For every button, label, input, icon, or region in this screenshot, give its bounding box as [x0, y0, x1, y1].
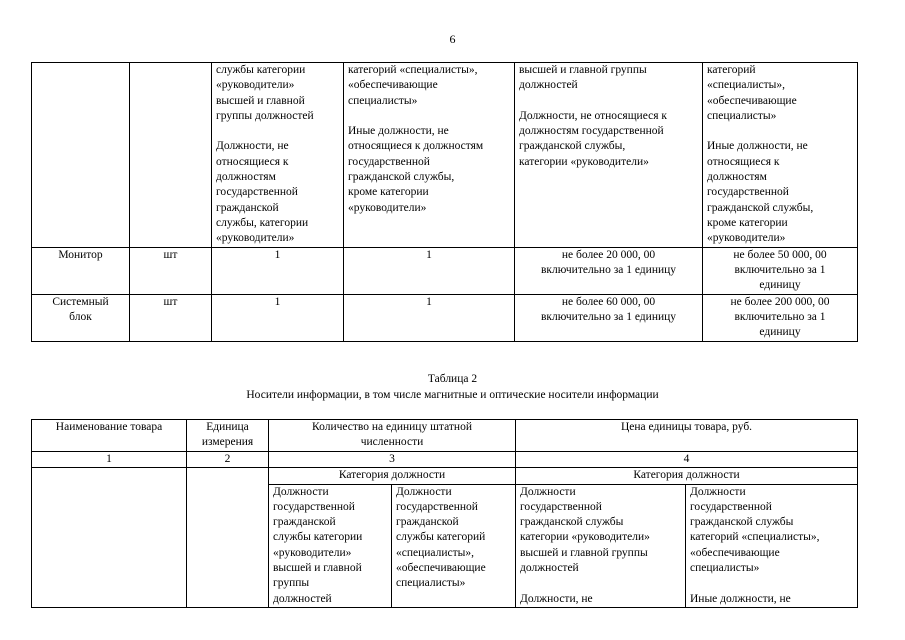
- column-number: 2: [187, 452, 269, 468]
- text-line: категории «руководители»: [519, 155, 649, 168]
- text-line: Единица: [206, 421, 249, 433]
- text-line: Иные должности, не: [348, 125, 449, 138]
- column-number: 1: [32, 452, 187, 468]
- text-line: не более 60 000, 00: [561, 295, 656, 308]
- text-line: не более 200 000, 00: [730, 295, 830, 308]
- text-line: Должности, не: [520, 592, 593, 605]
- empty-cell: [187, 468, 269, 608]
- table-1-header-cell: [344, 63, 515, 248]
- text-line: Должности: [273, 485, 329, 498]
- text-line: относящиеся к: [216, 155, 289, 168]
- table-1-header-unit: [130, 63, 212, 248]
- text-line: государственной: [273, 500, 355, 513]
- row-qty: 1: [344, 247, 515, 294]
- text-line: государственной: [216, 186, 298, 199]
- text-line: Должности: [690, 485, 746, 498]
- text-line: относящиеся к: [707, 155, 780, 168]
- text-line: Должности: [396, 485, 452, 498]
- table-2-title: Носители информации, в том числе магнитные и оптические носители информации: [246, 389, 659, 401]
- table-1: [31, 62, 858, 342]
- text-line: гражданской службы,: [707, 201, 814, 214]
- text-line: «руководители»: [216, 79, 295, 92]
- text-line: должностей: [520, 562, 579, 575]
- category-cell: [392, 484, 516, 607]
- row-unit: шт: [130, 247, 212, 294]
- table-1-header-row: [32, 63, 858, 248]
- text-line: гражданской: [216, 201, 279, 214]
- text-line: блок: [69, 310, 92, 323]
- table-2: [31, 419, 858, 608]
- text-line: должностей: [273, 592, 332, 605]
- text-line: «обеспечивающие: [707, 94, 797, 107]
- text-line: Должности, не относящиеся к: [519, 109, 667, 122]
- row-qty: 1: [212, 294, 344, 341]
- text-line: специалисты»: [396, 577, 466, 590]
- text-line: должностям: [216, 171, 276, 184]
- text-line: государственной: [707, 186, 789, 199]
- text-line: «специалисты»,: [707, 79, 786, 92]
- text-line: должностям государственной: [519, 125, 664, 138]
- text-line: единицу: [759, 326, 801, 339]
- text-line: государственной: [520, 500, 602, 513]
- text-line: государственной: [690, 500, 772, 513]
- text-line: «обеспечивающие: [396, 562, 486, 575]
- text-line: специалисты»: [690, 562, 760, 575]
- header-unit: [187, 420, 269, 452]
- text-line: категорий «специалисты»,: [690, 531, 820, 544]
- text-line: высшей и главной группы: [520, 546, 648, 559]
- text-line: группы должностей: [216, 109, 314, 122]
- text-line: «руководители»: [216, 232, 295, 245]
- table-row: [32, 247, 858, 294]
- text-line: группы: [273, 577, 310, 590]
- text-line: гражданской службы: [520, 516, 624, 529]
- text-line: Должности, не: [216, 140, 289, 153]
- table-1-header-cell: [703, 63, 858, 248]
- text-line: численности: [360, 436, 424, 449]
- row-qty: 1: [212, 247, 344, 294]
- table-row: [32, 294, 858, 341]
- text-line: не более 50 000, 00: [733, 248, 827, 261]
- text-line: службы категорий: [396, 531, 486, 544]
- text-line: измерения: [201, 436, 254, 449]
- text-line: гражданской: [396, 516, 459, 529]
- table-2-header-row: [32, 420, 858, 452]
- category-label: Категория должности: [516, 468, 858, 484]
- row-name: [32, 294, 130, 341]
- text-line: Системный: [52, 295, 109, 308]
- text-line: включительно за 1 единицу: [540, 310, 677, 323]
- table-2-category-row: [32, 468, 858, 484]
- text-line: должностям: [707, 171, 767, 184]
- row-price: [515, 247, 703, 294]
- text-line: «руководители»: [273, 546, 352, 559]
- row-unit: шт: [130, 294, 212, 341]
- header-quantity: [269, 420, 516, 452]
- text-line: Должности: [520, 485, 576, 498]
- category-cell: [516, 484, 686, 607]
- text-line: гражданской службы,: [348, 171, 455, 184]
- text-line: высшей и главной: [273, 562, 362, 575]
- text-line: «обеспечивающие: [690, 546, 780, 559]
- category-label: Категория должности: [269, 468, 516, 484]
- text-line: единицу: [759, 279, 801, 292]
- table-2-caption: Таблица 2: [427, 373, 478, 385]
- text-line: категорий: [707, 64, 756, 76]
- text-line: высшей и главной группы: [519, 64, 647, 76]
- empty-cell: [32, 468, 187, 608]
- table-1-header-cell: [515, 63, 703, 248]
- table-1-header-cell: [212, 63, 344, 248]
- text-line: кроме категории: [707, 216, 788, 229]
- text-line: специалисты»: [348, 94, 418, 107]
- table-1-header-name: [32, 63, 130, 248]
- text-line: не более 20 000, 00: [561, 248, 656, 261]
- row-price: [703, 247, 858, 294]
- row-price: [515, 294, 703, 341]
- text-line: Иные должности, не: [707, 140, 808, 153]
- text-line: включительно за 1 единицу: [540, 263, 677, 276]
- text-line: кроме категории: [348, 186, 429, 199]
- text-line: «руководители»: [348, 201, 427, 214]
- row-name: Монитор: [32, 247, 130, 294]
- text-line: службы категории: [216, 64, 306, 76]
- text-line: службы категории: [273, 531, 363, 544]
- text-line: высшей и главной: [216, 94, 305, 107]
- text-line: «руководители»: [707, 232, 786, 245]
- text-line: «специалисты»,: [396, 546, 475, 559]
- text-line: относящиеся к должностям: [348, 140, 484, 153]
- text-line: службы, категории: [216, 216, 309, 229]
- text-line: включительно за 1: [734, 310, 826, 323]
- text-line: категорий «специалисты»,: [348, 64, 478, 76]
- column-number: 3: [269, 452, 516, 468]
- category-cell: [686, 484, 858, 607]
- page-number: 6: [449, 32, 456, 46]
- text-line: Иные должности, не: [690, 592, 791, 605]
- row-price: [703, 294, 858, 341]
- header-price: Цена единицы товара, руб.: [516, 420, 858, 452]
- text-line: категории «руководители»: [520, 531, 650, 544]
- text-line: гражданской службы: [690, 516, 794, 529]
- text-line: Количество на единицу штатной: [312, 421, 472, 433]
- column-number: 4: [516, 452, 858, 468]
- text-line: «обеспечивающие: [348, 79, 438, 92]
- row-qty: 1: [344, 294, 515, 341]
- text-line: гражданской: [273, 516, 336, 529]
- text-line: государственной: [396, 500, 478, 513]
- text-line: специалисты»: [707, 109, 777, 122]
- header-name: Наименование товара: [32, 420, 187, 452]
- text-line: включительно за 1: [734, 263, 826, 276]
- table-2-number-row: [32, 452, 858, 468]
- text-line: государственной: [348, 155, 430, 168]
- text-line: должностей: [519, 79, 578, 92]
- text-line: гражданской службы,: [519, 140, 626, 153]
- category-cell: [269, 484, 392, 607]
